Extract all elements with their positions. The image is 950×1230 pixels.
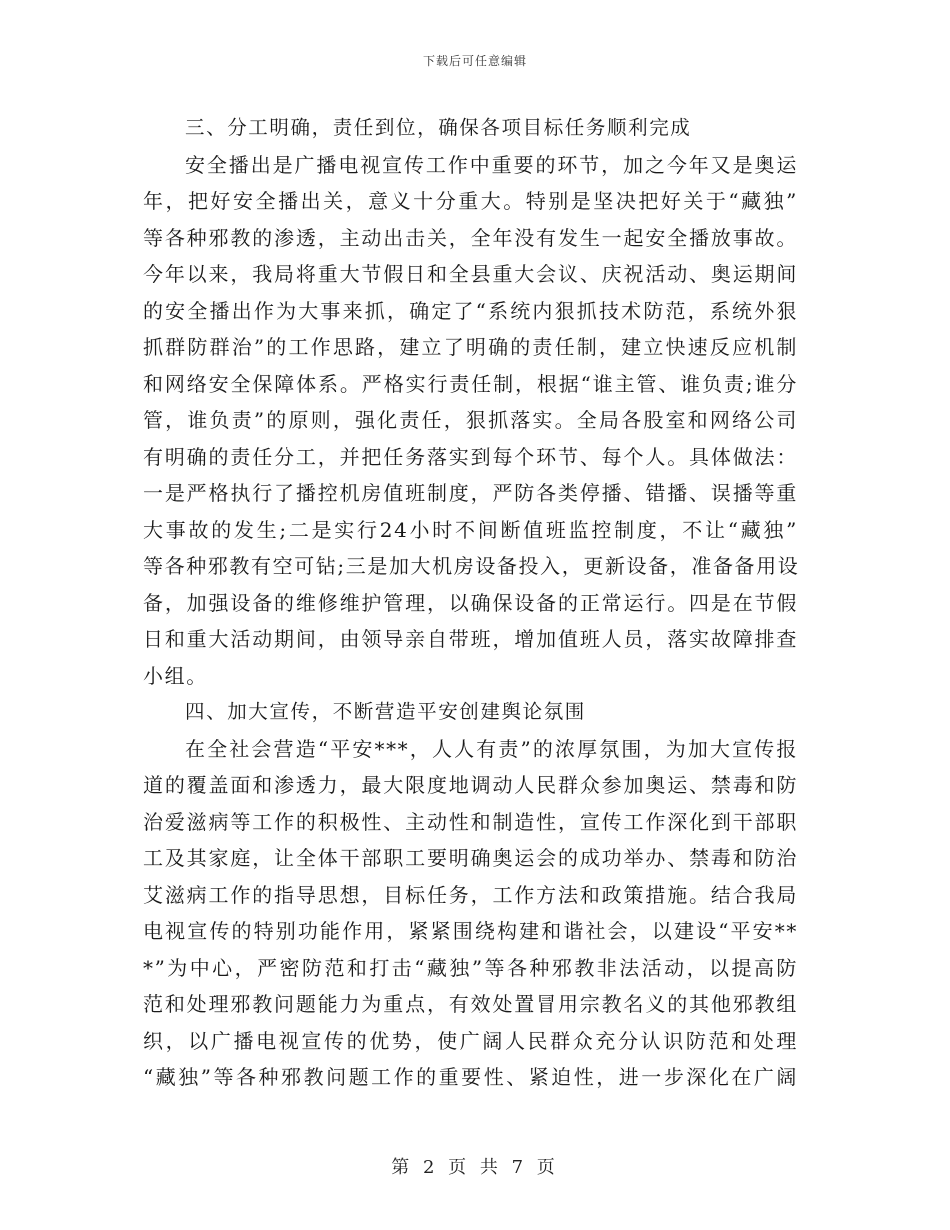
section-heading-3: 三、分工明确，责任到位，确保各项目标任务顺利完成 — [185, 116, 692, 139]
paragraph-line: 织，以广播电视宣传的优势，使广阔人民群众充分认识防范和处理 — [143, 1028, 798, 1053]
header-note: 下载后可任意编辑 — [422, 54, 527, 68]
paragraph-line: 电视宣传的特别功能作用，紧紧围绕构建和谐社会，以建设“平安** — [143, 919, 798, 943]
paragraph-line: 抓群防群治”的工作思路，建立了明确的责任制，建立快速反应机制 — [143, 335, 798, 359]
section-heading-4: 四、加大宣传，不断营造平安创建舆论氛围 — [185, 700, 586, 723]
paragraph-line: 治爱滋病等工作的积极性、主动性和制造性，宣传工作深化到干部职 — [143, 809, 798, 834]
document-body — [143, 110, 798, 1096]
paragraph-line: *”为中心，严密防范和打击“藏独”等各种邪教非法活动，以提高防 — [143, 955, 798, 980]
paragraph-line: 范和处理邪教问题能力为重点，有效处置冒用宗教名义的其他邪教组 — [143, 992, 798, 1016]
paragraph-line: 备，加强设备的维修维护管理，以确保设备的正常运行。四是在节假 — [143, 590, 798, 615]
paragraph-line: 大事故的发生;二是实行24小时不间断值班监控制度，不让“藏独” — [143, 517, 798, 542]
paragraph-line: 艾滋病工作的指导思想，目标任务，工作方法和政策措施。结合我局 — [143, 882, 798, 907]
paragraph-line: 小组。 — [143, 663, 208, 688]
paragraph-line: 等各种邪教有空可钻;三是加大机房设备投入，更新设备，准备备用设 — [143, 554, 800, 578]
paragraph-line: 一是严格执行了播控机房值班制度，严防各类停播、错播、误播等重 — [143, 481, 798, 505]
paragraph-line: 管，谁负责”的原则，强化责任，狠抓落实。全局各股室和网络公司 — [143, 408, 798, 432]
paragraph-line: “藏独”等各种邪教问题工作的重要性、紧迫性，进一步深化在广阔 — [143, 1065, 798, 1089]
paragraph-line: 和网络安全保障体系。严格实行责任制，根据“谁主管、谁负责;谁分 — [143, 371, 798, 396]
paragraph-line: 在全社会营造“平安***，人人有责”的浓厚氛围，为加大宣传报 — [185, 736, 798, 761]
paragraph-line: 等各种邪教的渗透，主动出击关，全年没有发生一起安全播放事故。 — [143, 225, 798, 250]
paragraph-line: 今年以来，我局将重大节假日和全县重大会议、庆祝活动、奥运期间 — [143, 262, 798, 286]
paragraph-line: 日和重大活动期间，由领导亲自带班，增加值班人员，落实故障排查 — [143, 627, 798, 651]
paragraph-line: 工及其家庭，让全体干部职工要明确奥运会的成功举办、禁毒和防治 — [143, 846, 798, 870]
paragraph-line: 安全播出是广播电视宣传工作中重要的环节，加之今年又是奥运 — [185, 152, 798, 177]
paragraph-line: 的安全播出作为大事来抓，确定了“系统内狠抓技术防范，系统外狠 — [143, 298, 798, 323]
paragraph-line: 道的覆盖面和渗透力，最大限度地调动人民群众参加奥运、禁毒和防 — [143, 773, 798, 797]
page-number: 第 2 页 共 7 页 — [391, 1157, 559, 1178]
paragraph-line: 有明确的责任分工，并把任务落实到每个环节、每个人。具体做法： — [143, 444, 798, 469]
paragraph-line: 年，把好安全播出关，意义十分重大。特别是坚决把好关于“藏独” — [143, 189, 798, 213]
